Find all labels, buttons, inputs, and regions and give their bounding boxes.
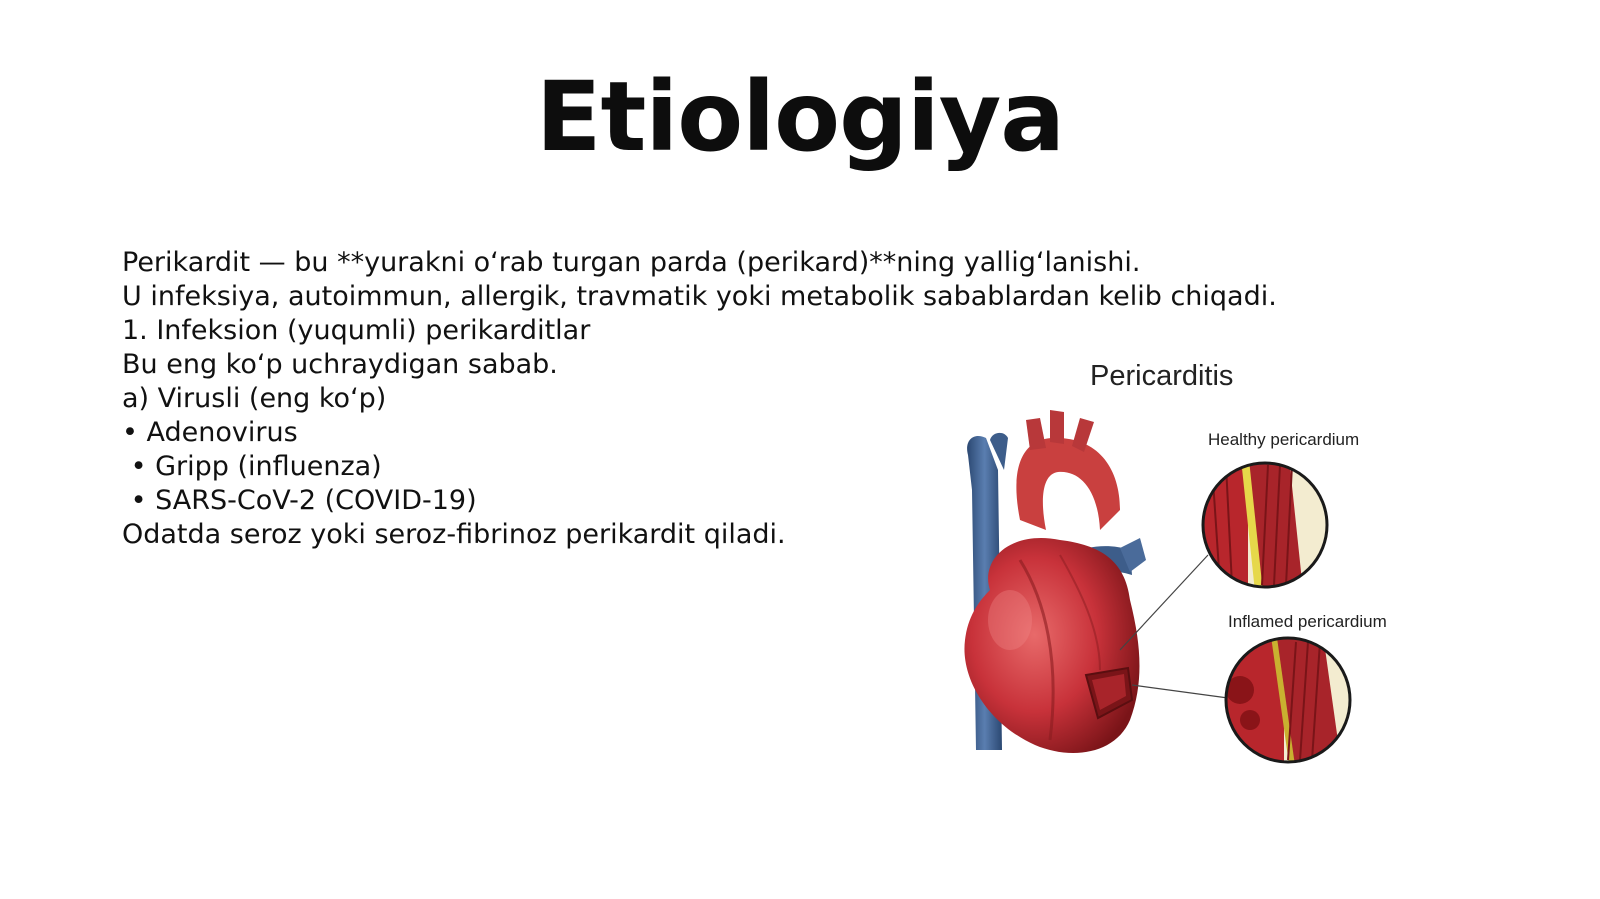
body-line: Perikardit — bu **yurakni o‘rab turgan parda (perikard)**ning yallig‘lanishi. xyxy=(122,247,1141,278)
figure-title: Pericarditis xyxy=(1090,360,1234,392)
healthy-pericardium-inset xyxy=(1200,458,1330,591)
heart-illustration xyxy=(950,360,1420,780)
inflamed-pericardium-inset xyxy=(1224,633,1354,768)
inflamed-pericardium-label: Inflamed pericardium xyxy=(1228,612,1387,631)
pericarditis-figure xyxy=(950,360,1420,780)
body-line: • Gripp (influenza) xyxy=(122,451,382,482)
healthy-pericardium-label: Healthy pericardium xyxy=(1208,430,1360,449)
body-line: a) Virusli (eng ko‘p) xyxy=(122,383,387,414)
body-line: • Adenovirus xyxy=(122,417,298,448)
aorta xyxy=(1016,410,1120,530)
body-line: 1. Infeksion (yuqumli) perikarditlar xyxy=(122,315,591,346)
body-line: Odatda seroz yoki seroz-fibrinoz perikardit qiladi. xyxy=(122,519,786,550)
body-line: • SARS-CoV-2 (COVID-19) xyxy=(122,485,477,516)
body-line: U infeksiya, autoimmun, allergik, travmatik yoki metabolik sabablardan kelib chiqadi. xyxy=(122,281,1277,312)
body-line: Bu eng ko‘p uchraydigan sabab. xyxy=(122,349,558,380)
slide-title: Etiologiya xyxy=(535,61,1065,173)
